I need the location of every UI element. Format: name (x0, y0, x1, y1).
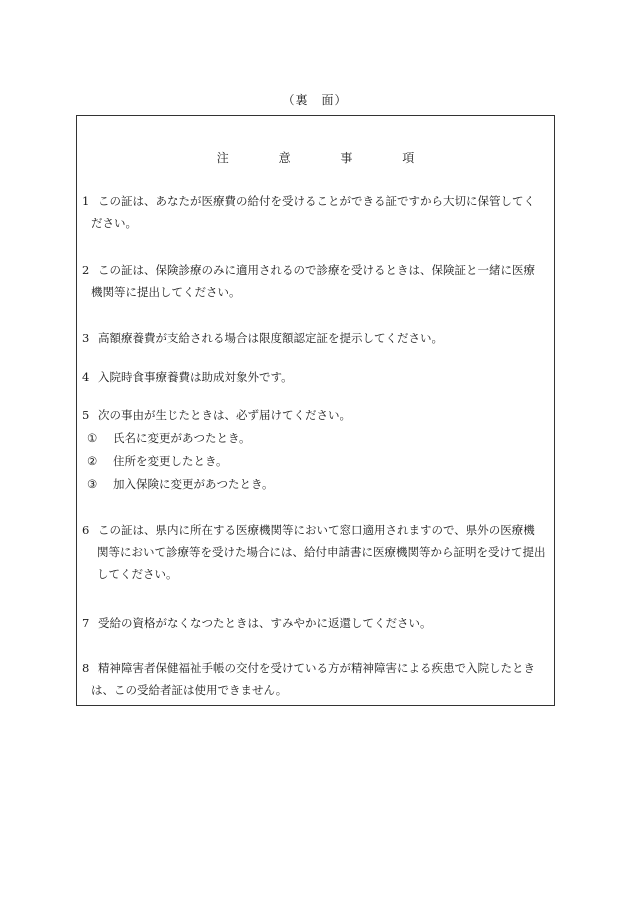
notice-item-7 (82, 612, 550, 634)
item-number: 4 (82, 370, 90, 384)
heading-char: 項 (402, 151, 415, 165)
item-text: この証は、県内に所在する医療機関等において窓口適用されますので、県外の医療機 (98, 523, 535, 537)
heading-char: 注 (216, 151, 229, 165)
item-text: この証は、あなたが医療費の給付を受けることができる証ですから大切に保管してく (98, 194, 535, 208)
notice-heading (77, 149, 554, 166)
item-text: 高額療養費が支給される場合は限度額認定証を提示してください。 (98, 331, 443, 345)
sub-item-2 (87, 450, 228, 472)
sub-item-1 (87, 427, 251, 449)
notice-item-3 (82, 327, 550, 349)
item-text: 入院時食事療養費は助成対象外です。 (98, 370, 293, 384)
item-text-continued: してください。 (97, 567, 178, 581)
item-text: この証は、保険診療のみに適用されるので診療を受けるときは、保険証と一緒に医療 (98, 263, 535, 277)
item-number: 7 (82, 616, 90, 630)
item-text-continued: 機関等に提出してください。 (91, 285, 241, 299)
notice-item-6 (82, 519, 550, 585)
sub-item-mark: ① (87, 431, 98, 445)
sub-item-text: 氏名に変更があつたとき。 (113, 431, 251, 445)
item-text: 次の事由が生じたときは、必ず届けてください。 (98, 408, 351, 422)
heading-char: 意 (278, 151, 291, 165)
item-text: 受給の資格がなくなつたときは、すみやかに返還してください。 (98, 616, 432, 630)
item-text-continued: ださい。 (91, 216, 137, 230)
item-number: 5 (82, 408, 90, 422)
sub-item-mark: ② (87, 454, 98, 468)
sub-item-mark: ③ (87, 477, 98, 491)
item-text-continued: は、この受給者証は使用できません。 (91, 683, 288, 697)
notice-box (76, 115, 555, 706)
notice-item-2 (82, 259, 550, 303)
notice-item-8 (82, 657, 550, 701)
sub-item-text: 加入保険に変更があつたとき。 (113, 477, 274, 491)
heading-char: 事 (340, 151, 353, 165)
item-text-continued: 関等において診療等を受けた場合には、給付申請書に医療機関等から証明を受けて提出 (97, 545, 546, 559)
notice-item-4 (82, 366, 550, 388)
sub-item-text: 住所を変更したとき。 (113, 454, 228, 468)
notice-item-5 (82, 404, 550, 426)
item-text: 精神障害者保健福祉手帳の交付を受けている方が精神障害による疾患で入院したとき (98, 661, 535, 675)
page-side-label: （裏 面） (282, 93, 348, 107)
item-number: 2 (82, 263, 90, 277)
item-number: 3 (82, 331, 90, 345)
notice-item-1 (82, 190, 550, 234)
item-number: 6 (82, 523, 90, 537)
item-number: 8 (82, 661, 90, 675)
item-number: 1 (82, 194, 90, 208)
sub-item-3 (87, 473, 274, 495)
